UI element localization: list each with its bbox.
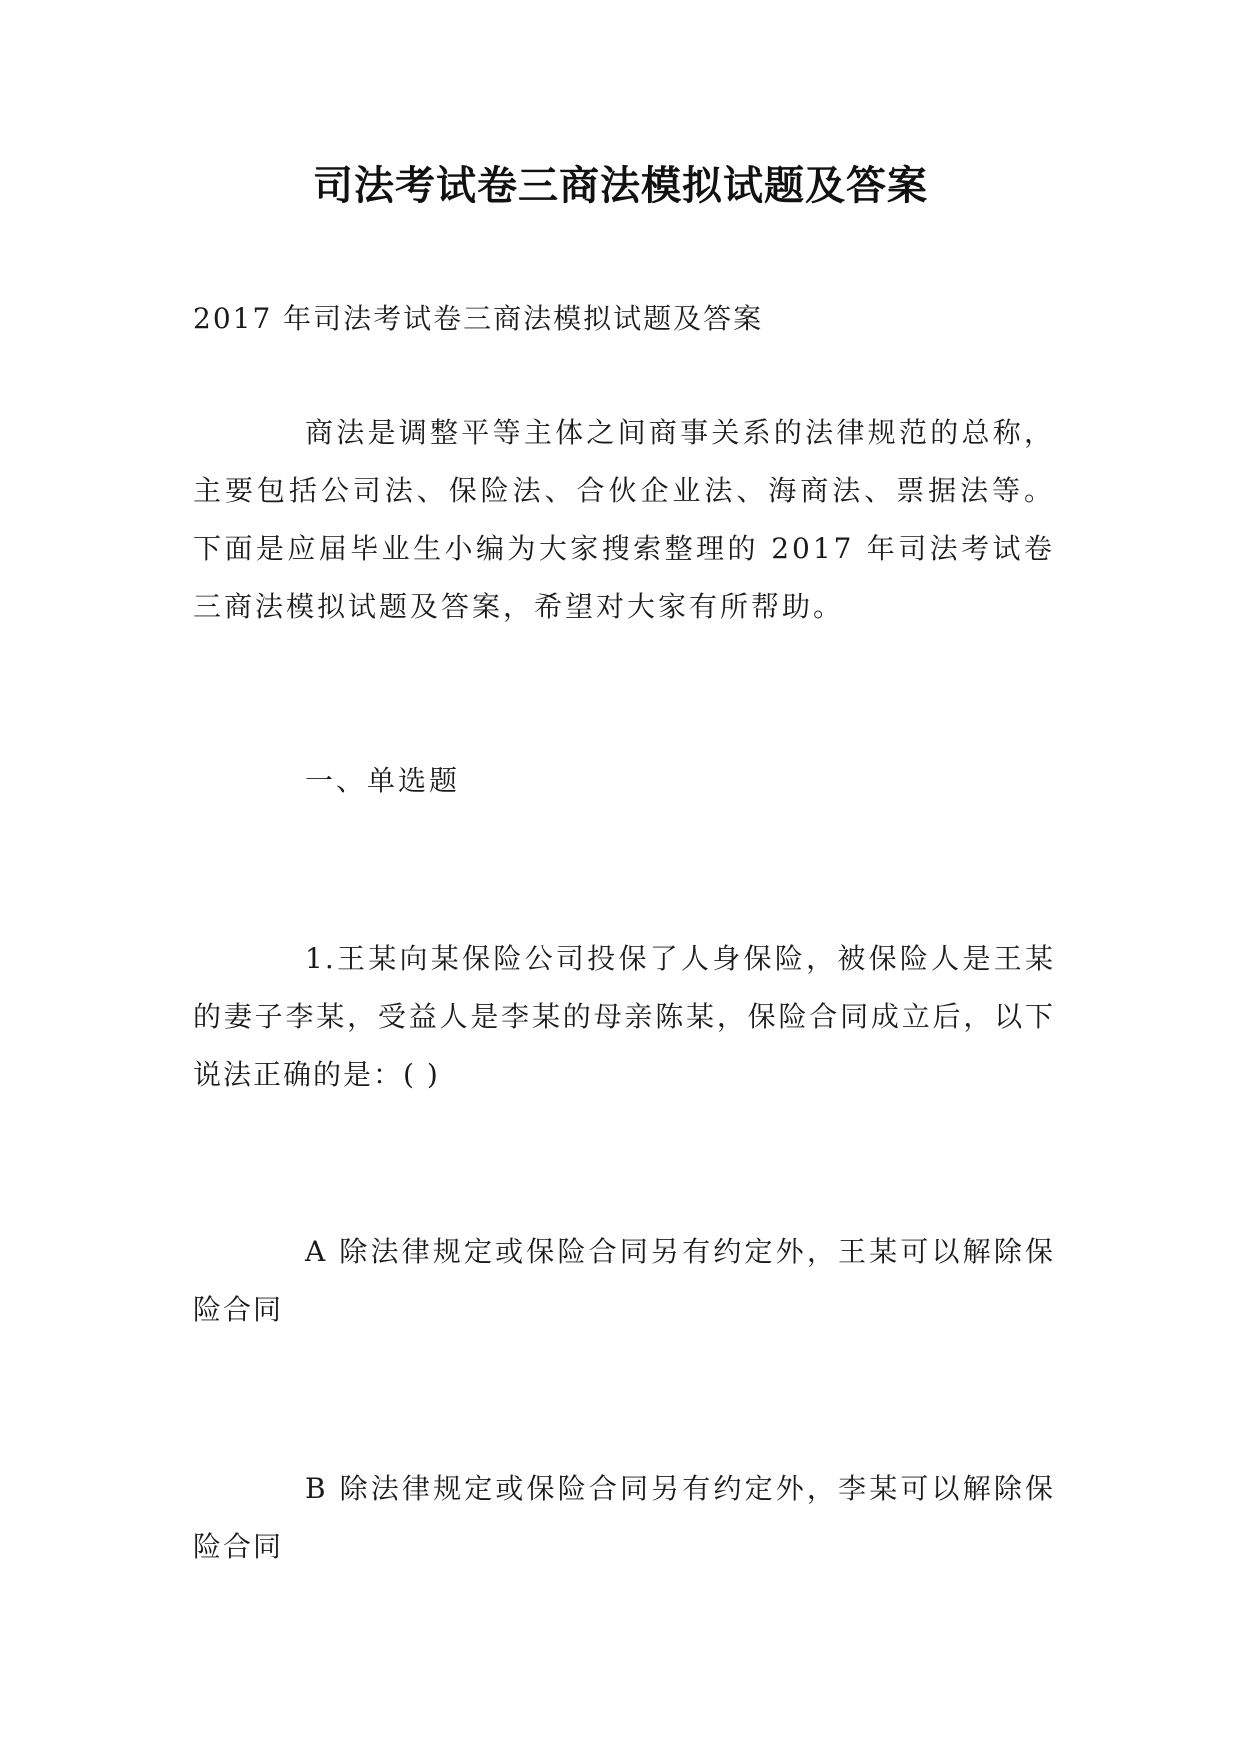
option-b: B 除法律规定或保险合同另有约定外，李某可以解除保险合同 <box>193 1472 1055 1563</box>
intro-paragraph: 商法是调整平等主体之间商事关系的法律规范的总称，主要包括公司法、保险法、合伙企业法、海商法、票据法等。下面是应届毕业生小编为大家搜索整理的 2017 年司法考试卷三商法模拟试题及答案，希望对大家有所帮助。 <box>193 416 1055 623</box>
document-title: 司法考试卷三商法模拟试题及答案 <box>313 163 928 209</box>
option-a: A 除法律规定或保险合同另有约定外，王某可以解除保险合同 <box>193 1235 1055 1326</box>
question-1: 1.王某向某保险公司投保了人身保险，被保险人是王某的妻子李某，受益人是李某的母亲陈某，保险合同成立后，以下说法正确的是：( ) <box>193 942 1055 1091</box>
document-subtitle: 2017 年司法考试卷三商法模拟试题及答案 <box>193 302 764 335</box>
section-heading: 一、单选题 <box>305 764 461 797</box>
